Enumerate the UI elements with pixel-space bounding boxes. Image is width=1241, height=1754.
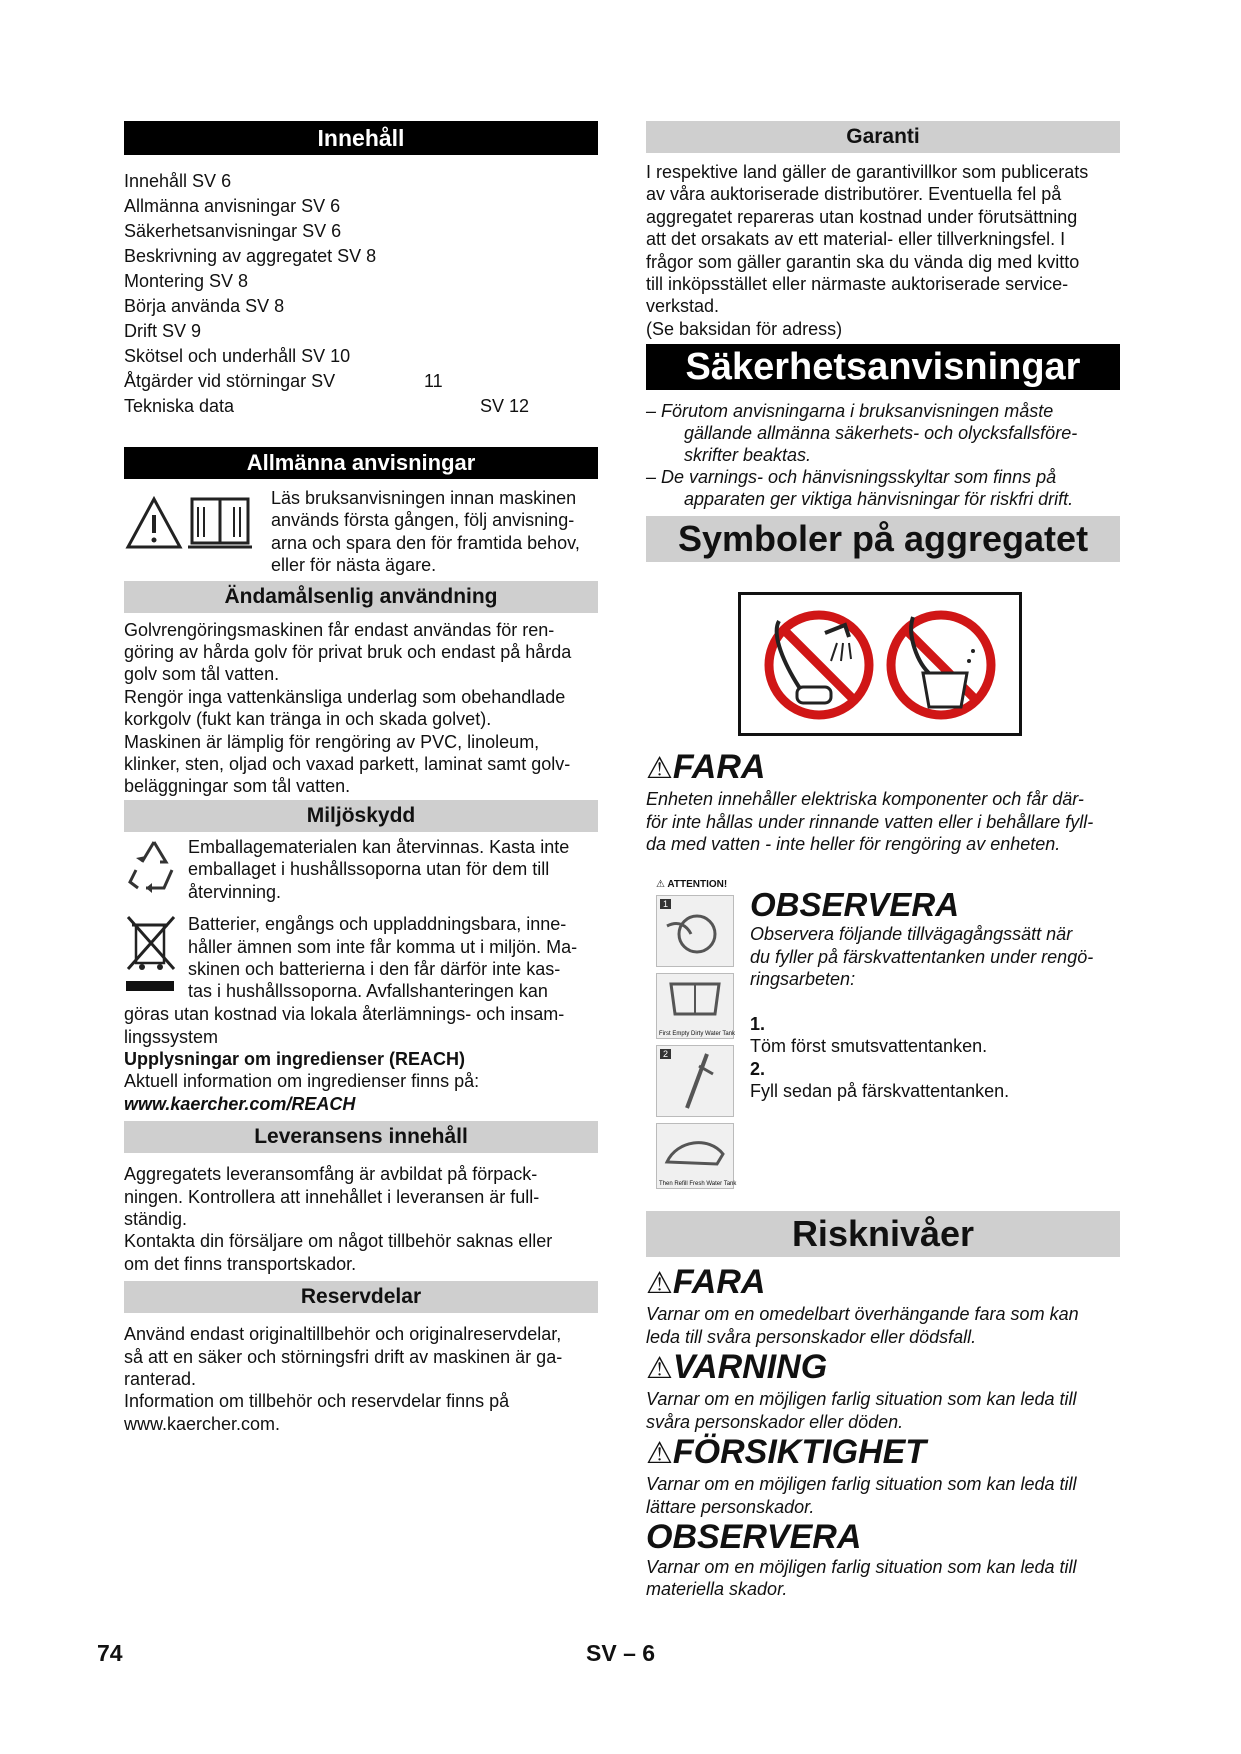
fill-procedure-icons [656,879,736,1195]
battery-block [124,913,598,1003]
attention-label-text: ATTENTION! [667,879,728,891]
safety-text: gällande allmänna säkerhets- och olycksfallsföre- [684,423,1078,444]
left-column [124,121,598,1435]
general-text: eller för nästa ägare. [271,555,437,576]
recycle-text: Emballagematerialen kan återvinnas. Kasta inte [188,836,570,857]
toc-item[interactable] [124,194,598,219]
safety-heading: Säkerhetsanvisningar [646,344,1120,390]
toc-item-label: Innehåll SV 6 [124,171,232,191]
safety-text: skrifter beaktas. [684,445,812,466]
intended-text: Golvrengöringsmaskinen får endast användas för ren- [124,619,555,640]
section-page [586,1640,655,1667]
note-block [646,879,1124,1195]
risk-item [646,1433,1124,1518]
battery-text: göras utan kostnad via lokala återlämnings- och insam- [124,1004,565,1025]
spare-parts-text: www.kaercher.com. [124,1413,281,1434]
battery-text: tas i hushållssoporna. Avfallshanteringen kan [188,981,548,1002]
warning-triangle-icon: ⚠ [646,1352,673,1386]
recycle-text: emballaget i hushållssoporna utan för dem till [188,859,550,880]
note-text: ringsarbeten: [750,969,856,990]
page-number: 74 [97,1640,123,1666]
toc-item[interactable] [124,369,598,394]
intended-text: klinker, sten, oljad och vaxad parkett, laminat samt golv- [124,754,571,775]
danger-text: för inte hållas under rinnande vatten eller i behållare fyll- [646,811,1094,832]
recycle-text: återvinning. [188,881,282,902]
step2-text: Fyll sedan på färskvattentanken. [750,1080,1010,1101]
risk-item [646,1263,1124,1348]
intended-text: göring av hårda golv för privat bruk och endast på hårda [124,642,572,663]
intended-text: Rengör inga vattenkänsliga underlag som obehandlade [124,686,566,707]
toc-item[interactable] [124,394,598,419]
empty-dirty-tank-icon [656,973,734,1039]
warranty-text: verkstad. [646,296,720,317]
danger-text: Enheten innehåller elektriska komponenter och får där- [646,789,1084,810]
warning-manual-icon [124,487,269,567]
step1-number: 1. [750,1013,766,1034]
risk-text: Varnar om en möjligen farlig situation som kan leda till [646,1474,1077,1495]
toc-heading: Innehåll [124,121,598,155]
risk-levels-heading: Risknivåer [646,1211,1120,1257]
toc-item[interactable] [124,344,598,369]
risk-text: Varnar om en omedelbart överhängande fara som kan [646,1304,1079,1325]
crossed-bin-icon [124,913,188,1003]
delivery-text: Kontakta din försäljare om något tillbehör saknas eller [124,1231,553,1252]
warning-triangle-icon: ⚠ [646,752,673,786]
spare-parts-text: ranterad. [124,1368,197,1389]
intended-use-heading: Ändamålsenlig användning [124,581,598,613]
risk-label [646,1348,1124,1388]
spare-parts-heading: Reservdelar [124,1281,598,1313]
section-dash: – [623,1640,636,1666]
toc-item[interactable] [124,319,598,344]
toc-item-label: Säkerhetsanvisningar SV 6 [124,221,342,241]
battery-text: håller ämnen som inte får komma ut i miljön. Ma- [188,936,578,957]
danger-label [646,748,1124,788]
toc-item[interactable] [124,269,598,294]
note-text: du fyller på färskvattentanken under rengö- [750,946,1094,967]
toc-list [124,169,598,419]
risk-text: materiella skador. [646,1579,788,1600]
risk-text: leda till svåra personskador eller dödsfall. [646,1326,977,1347]
general-text: används första gången, följ anvisning- [271,510,575,531]
warranty-text: att det orsakats av ett material- eller tillverkningsfel. I [646,229,1066,250]
warranty-text: aggregatet repareras utan kostnad under förutsättning [646,206,1078,227]
safety-text: apparaten ger viktiga hänvisningar för riskfri drift. [684,489,1074,510]
step1-icon [656,895,734,967]
warranty-text: I respektive land gäller de garantivillkor som publicerats [646,162,1089,182]
battery-text: skinen och batterierna i den får därför inte kas- [188,958,561,979]
spare-parts-text: så att en säker och störningsfri drift av maskinen är ga- [124,1346,563,1367]
right-column [646,121,1124,1601]
step2-icon [656,1045,734,1117]
toc-item-label: Tekniska data [124,396,235,416]
risk-text: lättare personskador. [646,1496,815,1517]
general-heading: Allmänna anvisningar [124,447,598,479]
symbols-heading: Symboler på aggregatet [646,516,1120,562]
step1-caption: First Empty Dirty Water Tank [659,1031,736,1038]
risk-label-text: VARNING [672,1348,828,1387]
risk-item [646,1348,1124,1433]
recycle-block [124,836,598,903]
delivery-text: om det finns transportskador. [124,1253,357,1274]
general-text: arna och spara den för framtida behov, [271,532,580,553]
warranty-heading: Garanti [646,121,1120,153]
danger-text: da med vatten - inte heller för rengöring av enheten. [646,834,1061,855]
danger-label-text: FARA [672,748,766,787]
warranty-text: (Se baksidan för adress) [646,318,843,339]
warranty-text: av våra auktoriserade distributörer. Eventuella fel på [646,184,1062,205]
step1-badge: 1 [660,899,671,909]
reach-heading: Upplysningar om ingredienser (REACH) [124,1048,466,1069]
safety-item [646,466,1124,510]
warranty-text: frågor som gäller garantin ska du vända dig med kvitto [646,251,1080,272]
safety-text: – De varnings- och hänvisningsskyltar som finns på [646,467,1057,488]
toc-item[interactable] [124,219,598,244]
spare-parts-text: Information om tillbehör och reservdelar finns på [124,1391,510,1412]
reach-text: Aktuell information om ingredienser finns på: [124,1071,480,1092]
risk-label-text: FÖRSIKTIGHET [672,1433,927,1472]
delivery-text: ningen. Kontrollera att innehållet i leveransen är full- [124,1186,540,1207]
spare-parts-text: Använd endast originaltillbehör och originalreservdelar, [124,1324,562,1345]
toc-item[interactable] [124,244,598,269]
toc-item[interactable] [124,169,598,194]
reach-link[interactable]: www.kaercher.com/REACH [124,1093,356,1114]
toc-item-page: SV 12 [480,396,530,416]
battery-text: Batterier, engångs och uppladdningsbara, inne- [188,914,567,935]
recycle-icon [124,836,188,902]
toc-item-label: Allmänna anvisningar SV 6 [124,196,341,216]
risk-text: svåra personskador eller döden. [646,1411,904,1432]
note-label: OBSERVERA [750,886,960,924]
toc-item[interactable] [124,294,598,319]
intended-text: beläggningar som tål vatten. [124,776,351,797]
step2-badge: 2 [660,1049,671,1059]
safety-text: – Förutom anvisningarna i bruksanvisningen måste [646,401,1054,422]
risk-label [646,1263,1124,1303]
toc-item-label: Börja använda SV 8 [124,296,285,316]
intended-text: korkgolv (fukt kan tränga in och skada golvet). [124,709,492,730]
risk-text: Varnar om en möjligen farlig situation som kan leda till [646,1556,1077,1577]
step1-text: Töm först smutsvattentanken. [750,1036,988,1057]
risk-label-text: FARA [672,1263,766,1302]
note-text: Observera följande tillvägagångssätt när [750,924,1073,945]
delivery-text: ständig. [124,1208,188,1229]
safety-item [646,400,1124,466]
toc-item-label: Drift SV 9 [124,321,202,341]
intended-text: golv som tål vatten. [124,664,280,685]
general-text: Läs bruksanvisningen innan maskinen [271,488,577,508]
step2-caption: Then Refill Fresh Water Tank [659,1181,737,1188]
section-subpage: 6 [642,1640,656,1666]
warranty-text: till inköpsstället eller närmaste auktoriserade service- [646,274,1069,295]
toc-item-label: Skötsel och underhåll SV 10 [124,346,351,366]
risk-text: Varnar om en möjligen farlig situation som kan leda till [646,1389,1077,1410]
section-code: SV [586,1640,617,1666]
environment-heading: Miljöskydd [124,800,598,832]
toc-item-page: 11 [424,371,443,391]
delivery-text: Aggregatets leveransomfång är avbildat på förpack- [124,1164,538,1185]
attention-label: ⚠ ATTENTION! [656,879,728,891]
battery-text: lingssystem [124,1026,219,1047]
toc-item-label: Beskrivning av aggregatet SV 8 [124,246,377,266]
risk-label: OBSERVERA [646,1517,862,1556]
warning-triangle-icon: ⚠ [646,1267,673,1301]
step2-number: 2. [750,1058,766,1079]
general-block [124,487,598,577]
delivery-heading: Leveransens innehåll [124,1121,598,1153]
refill-fresh-tank-icon [656,1123,737,1189]
intended-text: Maskinen är lämplig för rengöring av PVC, linoleum, [124,731,540,752]
toc-item-label: Montering SV 8 [124,271,249,291]
warning-triangle-icon: ⚠ [646,1437,673,1471]
risk-label [646,1433,1124,1473]
toc-item-label: Åtgärder vid störningar SV [124,371,336,391]
no-water-symbol [738,592,1022,736]
risk-item [646,1518,1124,1601]
